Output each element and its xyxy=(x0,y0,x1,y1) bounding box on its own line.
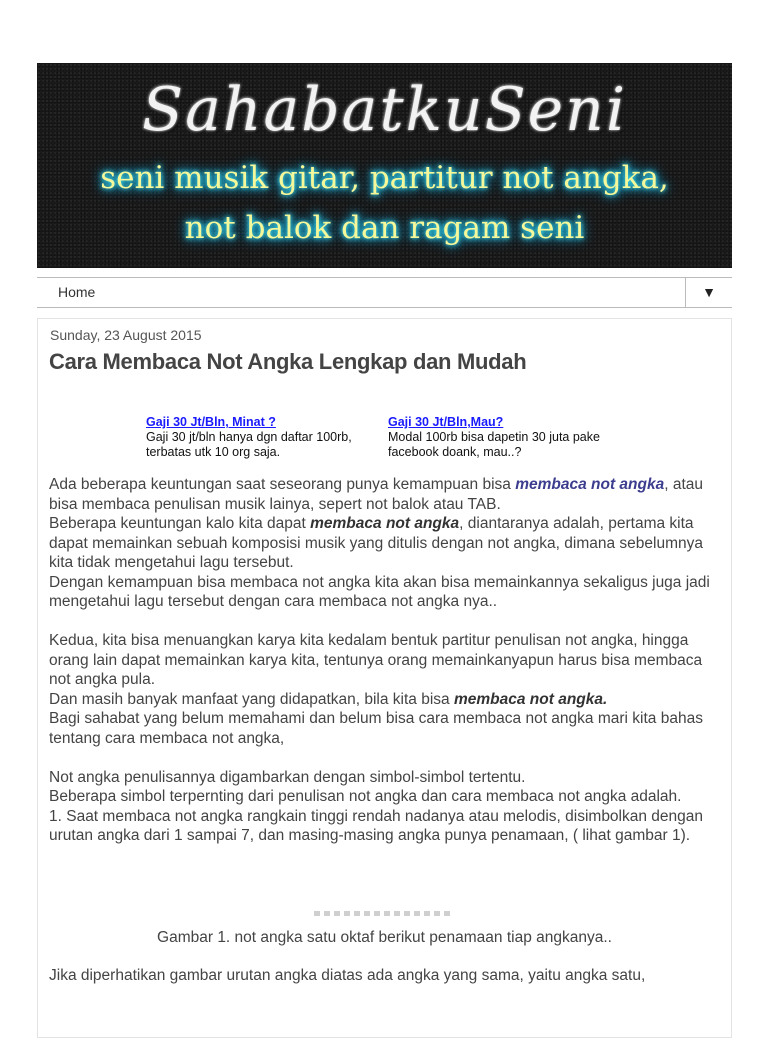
paragraph-10: Jika diperhatikan gambar urutan angka diatas ada angka yang sama, yaitu angka satu, xyxy=(49,967,646,984)
nav-home-link[interactable]: Home xyxy=(58,284,96,300)
ad-block-1 xyxy=(146,415,386,460)
blog-header-banner[interactable] xyxy=(37,63,732,268)
ad-link-2[interactable]: Gaji 30 Jt/Bln,Mau? xyxy=(388,415,504,429)
blog-subtitle-line2: not balok dan ragam seni xyxy=(184,210,585,246)
ad-block-2 xyxy=(388,415,628,460)
post-body xyxy=(49,475,721,846)
ad-text-2: Modal 100rb bisa dapetin 30 juta pake facebook doank, mau..? xyxy=(388,430,600,459)
paragraph-8: Beberapa simbol terpernting dari penulisan not angka dan cara membaca not angka adalah. xyxy=(49,788,682,805)
navigation-bar xyxy=(37,277,732,308)
paragraph-1: Ada beberapa keuntungan saat seseorang punya kemampuan bisa membaca not angka, atau bisa membaca penulisan musik lainya, sepert not balok atau TAB. xyxy=(49,476,704,513)
ad-text-1: Gaji 30 jt/bln hanya dgn daftar 100rb, terbatas utk 10 org saja. xyxy=(146,430,352,459)
figure-1-image[interactable] xyxy=(314,911,454,916)
blog-subtitle-line1: seni musik gitar, partitur not angka, xyxy=(100,160,669,196)
paragraph-6: Bagi sahabat yang belum memahami dan belum bisa cara membaca not angka mari kita bahas tentang cara membaca not angka, xyxy=(49,710,703,747)
blog-post xyxy=(37,318,732,1038)
chevron-down-icon[interactable]: ▼ xyxy=(685,278,732,307)
paragraph-5: Dan masih banyak manfaat yang didapatkan, bila kita bisa membaca not angka. xyxy=(49,690,608,708)
figure-caption: Gambar 1. not angka satu oktaf berikut penamaan tiap angkanya.. xyxy=(157,929,612,946)
ad-link-1[interactable]: Gaji 30 Jt/Bln, Minat ? xyxy=(146,415,276,429)
keyword-link[interactable]: membaca not angka xyxy=(515,476,665,493)
paragraph-4: Kedua, kita bisa menuangkan karya kita kedalam bentuk partitur penulisan not angka, hingga orang lain dapat memainkan karya kita, tentunya orang memainkanyapun harus bisa membaca not angka pula. xyxy=(49,632,703,688)
paragraph-3: Dengan kemampuan bisa membaca not angka kita akan bisa memainkannya sekaligus juga jadi mengetahui lagu tersebut dengan cara membaca not angka nya.. xyxy=(49,573,710,610)
paragraph-9: 1. Saat membaca not angka rangkain tinggi rendah nadanya atau melodis, disimbolkan dengan urutan angka dari 1 sampai 7, dan masing-masing angka punya penamaan, ( lihat gambar 1). xyxy=(49,807,704,844)
keyword-emphasis: membaca not angka xyxy=(310,515,460,532)
post-title[interactable]: Cara Membaca Not Angka Lengkap dan Mudah xyxy=(49,349,527,374)
post-date: Sunday, 23 August 2015 xyxy=(50,327,202,343)
blog-title: SahabatkuSeni xyxy=(141,75,628,145)
paragraph-2: Beberapa keuntungan kalo kita dapat membaca not angka, diantaranya adalah, pertama kita dapat memainkan sebuah komposisi musik yang ditulis dengan not angka, dimana sebelumnya kita tidak mengetahui lagu tersebut. xyxy=(49,515,703,571)
keyword-emphasis: membaca not angka. xyxy=(453,690,608,708)
paragraph-7: Not angka penulisannya digambarkan dengan simbol-simbol tertentu. xyxy=(49,768,526,786)
